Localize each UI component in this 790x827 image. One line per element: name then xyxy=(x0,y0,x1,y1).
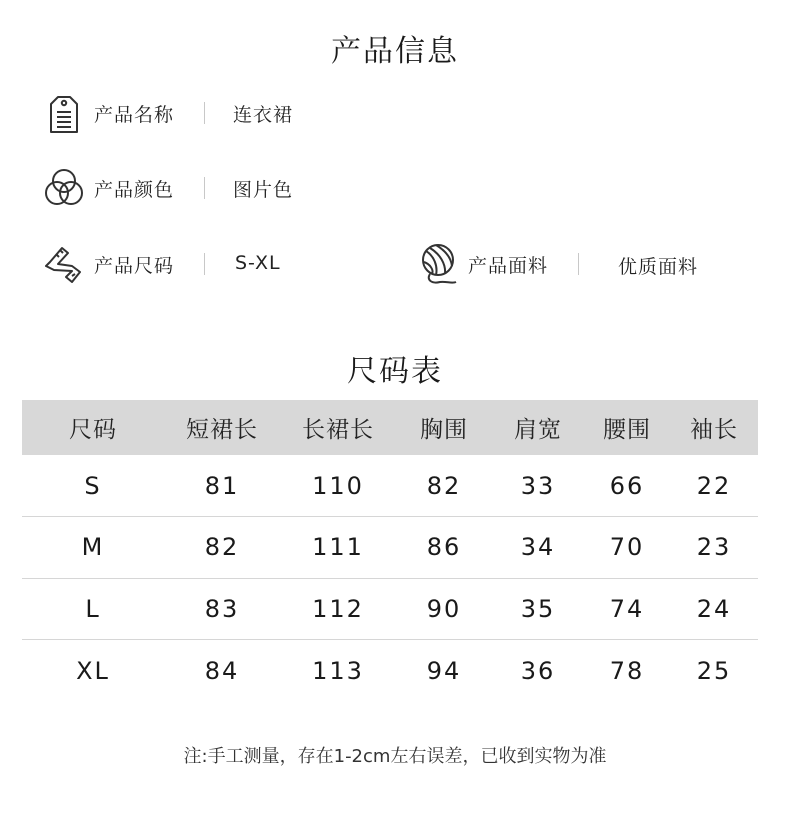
info-value-size: S-XL xyxy=(235,252,281,274)
table-cell: 94 xyxy=(426,656,462,685)
table-cell: 23 xyxy=(670,517,758,579)
column-header: 短裙长 xyxy=(164,400,280,455)
table-cell: 82 xyxy=(396,455,492,517)
table-cell: 82 xyxy=(164,517,280,579)
info-label-fabric: 产品面料 xyxy=(468,254,549,277)
column-header: 腰围 xyxy=(584,400,670,455)
table-cell: 112 xyxy=(280,578,396,640)
table-cell: 84 xyxy=(204,656,240,685)
measuring-tape-icon xyxy=(40,240,88,288)
product-info-title: 产品信息 xyxy=(331,34,459,69)
info-row-fabric xyxy=(414,240,548,288)
info-value-name: 连衣裙 xyxy=(233,104,294,126)
info-value-fabric: 优质面料 xyxy=(618,256,699,278)
table-row xyxy=(22,517,758,579)
table-cell: 34 xyxy=(492,517,584,579)
table-row xyxy=(22,578,758,640)
info-label-size: 产品尺码 xyxy=(94,254,175,277)
table-cell: 74 xyxy=(584,578,670,640)
table-cell: 35 xyxy=(492,578,584,640)
table-cell: 90 xyxy=(396,578,492,640)
separator xyxy=(204,102,205,124)
yarn-ball-icon xyxy=(414,240,462,288)
size-chart-title: 尺码表 xyxy=(347,354,443,389)
table-cell: 111 xyxy=(280,517,396,579)
info-value-color: 图片色 xyxy=(233,179,294,201)
info-label-name: 产品名称 xyxy=(94,103,175,126)
separator xyxy=(204,177,205,199)
info-row-size xyxy=(40,240,174,288)
table-cell: 36 xyxy=(520,656,556,685)
separator xyxy=(204,253,205,275)
table-row xyxy=(22,455,758,517)
table-cell: S xyxy=(22,455,164,517)
column-header: 尺码 xyxy=(22,400,164,455)
column-header: 长裙长 xyxy=(280,400,396,455)
column-header: 肩宽 xyxy=(492,400,584,455)
table-cell: 70 xyxy=(584,517,670,579)
color-circles-icon xyxy=(40,164,88,212)
column-header: 胸围 xyxy=(396,400,492,455)
table-cell: 24 xyxy=(670,578,758,640)
tag-icon xyxy=(40,89,88,137)
table-cell: M xyxy=(22,517,164,579)
size-table xyxy=(22,400,758,701)
table-cell: 33 xyxy=(492,455,584,517)
table-cell: 113 xyxy=(312,656,364,685)
table-cell: 83 xyxy=(164,578,280,640)
info-label-color: 产品颜色 xyxy=(94,178,175,201)
table-cell: L xyxy=(22,578,164,640)
table-row xyxy=(22,640,758,702)
table-cell: XL xyxy=(76,656,110,685)
separator xyxy=(578,253,579,275)
table-cell: 25 xyxy=(696,656,732,685)
table-cell: 78 xyxy=(609,656,645,685)
info-row-color xyxy=(40,164,174,212)
table-cell: 81 xyxy=(164,455,280,517)
measurement-note: 注:手工测量，存在1-2cm左右误差，已收到实物为准 xyxy=(183,746,607,767)
table-cell: 22 xyxy=(670,455,758,517)
table-cell: 110 xyxy=(280,455,396,517)
column-header: 袖长 xyxy=(670,400,758,455)
info-row-name xyxy=(40,89,174,137)
table-cell: 86 xyxy=(396,517,492,579)
table-cell: 66 xyxy=(584,455,670,517)
table-header-row xyxy=(22,400,758,455)
